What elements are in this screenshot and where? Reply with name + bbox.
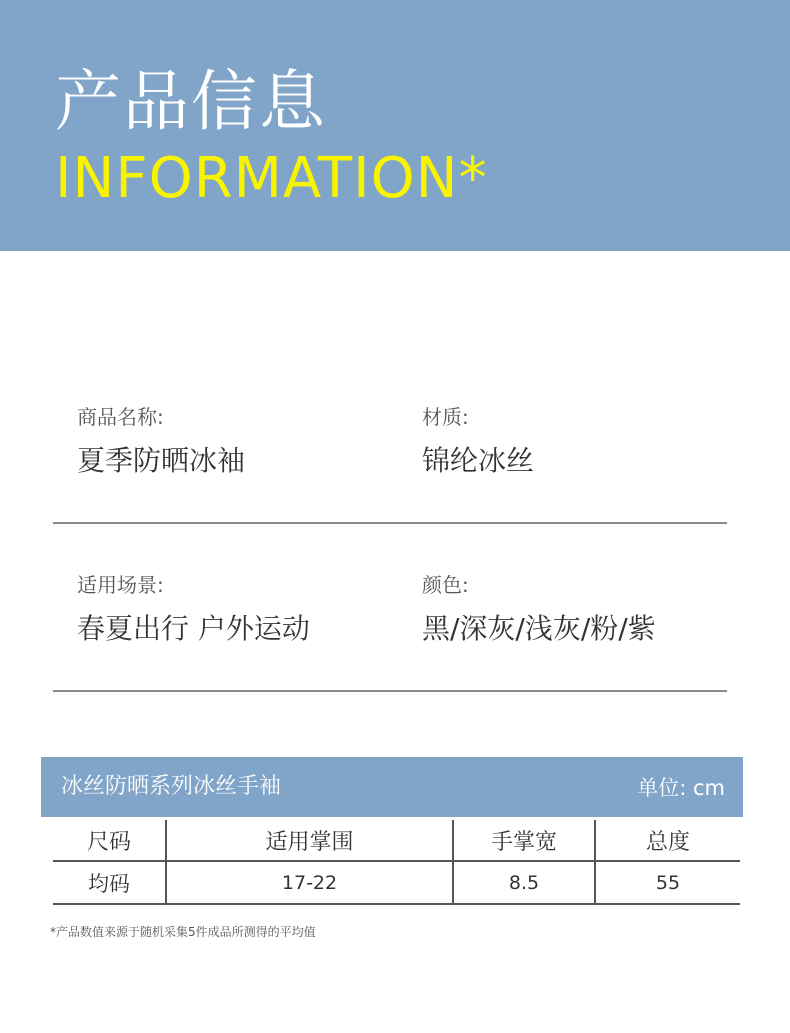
table-row (53, 861, 740, 904)
color-label: 颜色: (422, 573, 469, 597)
divider (53, 690, 727, 692)
header-banner (0, 0, 790, 251)
table-cell-palm-width: 8.5 (453, 861, 595, 904)
column-header-size: 尺码 (53, 820, 166, 861)
table-cell-palm-circumference: 17-22 (166, 861, 453, 904)
material-label: 材质: (422, 405, 469, 429)
color-value: 黑/深灰/浅灰/粉/紫 (422, 612, 656, 645)
table-header-row (53, 820, 740, 861)
column-header-total-length: 总度 (595, 820, 740, 861)
size-table (53, 820, 740, 905)
material-value: 锦纶冰丝 (422, 444, 535, 477)
table-cell-size: 均码 (53, 861, 166, 904)
page-title: 产品信息 (55, 63, 327, 140)
scenario-label: 适用场景: (77, 573, 164, 597)
column-header-palm-width: 手掌宽 (453, 820, 595, 861)
product-name-label: 商品名称: (77, 405, 164, 429)
page-subtitle: INFORMATION* (55, 146, 488, 211)
product-name-value: 夏季防晒冰袖 (77, 444, 246, 477)
column-header-palm-circumference: 适用掌围 (166, 820, 453, 861)
size-chart-header (41, 757, 743, 817)
table-cell-total-length: 55 (595, 861, 740, 904)
size-chart-title: 冰丝防晒系列冰丝手袖 (61, 774, 282, 799)
scenario-value: 春夏出行 户外运动 (77, 612, 310, 645)
size-chart-unit: 单位: cm (637, 776, 725, 800)
divider (53, 522, 727, 524)
footnote: *产品数值来源于随机采集5件成品所测得的平均值 (50, 925, 316, 939)
